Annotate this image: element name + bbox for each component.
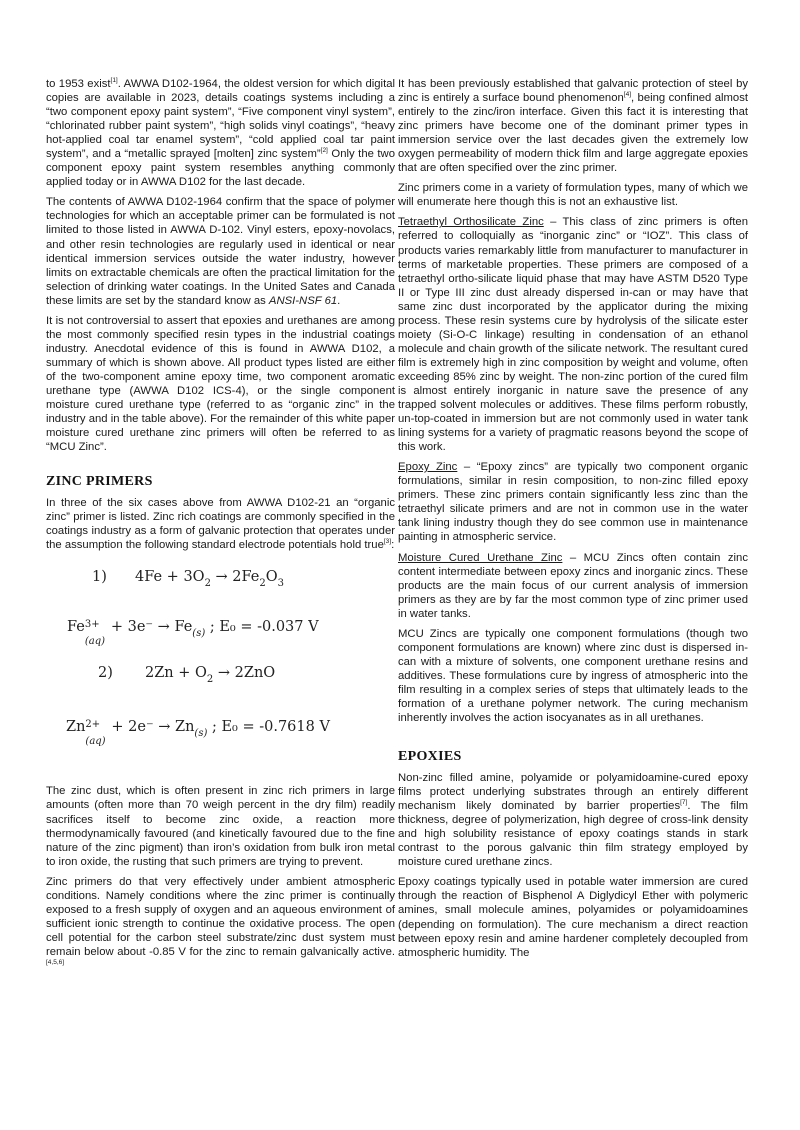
text-run: It has been previously established that galvanic protection of steel by zinc is entirely a surface bound phenomenon: [398, 78, 748, 105]
equation-body: $2Zn + O_2 \to 2ZnO$: [145, 665, 276, 686]
text-run: to 1953 exist: [46, 78, 111, 90]
section-heading-epoxies: EPOXIES: [398, 749, 462, 765]
text-run: .: [337, 294, 341, 307]
paragraph-epoxy-barrier: [398, 771, 748, 869]
right-column: [398, 77, 748, 966]
text-run: – This class of zinc primers is often referred to colloquially as “inorganic zinc” or “IOZ”. This class of products varies remarkably little from manufacturer to manufacturer in terms of marketable properties. These primers are composed of a tetraethyl ortho-silicate liquid phase that may have ASTM D520 Type II or Type III zinc dust already dispersed in-can or may have that same zinc dust incorporated by the applicator during the mixing process. These resin systems cure by hydrolysis of the silicate ester moiety (Si-O-C linkage) resulting in condensation of an ethanol molecule and chain growth of the silicate network. The resultant cured film is extremely high in zinc composition by weight and volume, often exceeding 85% zinc by weight. The non-zinc portion of the cured film is almost entirely inorganic in nature save the presence of any trapped solvent molecules or additives. These films perform robustly, un-top-coated in immersion but are not commonly used in water tank lining systems for a variety of pragmatic reasons beyond the scope of this work.: [398, 216, 748, 454]
section-heading-zinc-primers: ZINC PRIMERS: [46, 474, 153, 490]
text-run: – “Epoxy zincs” are typically two component organic formulations, similar in resin composition, to non-zinc filled epoxy primers. These zinc primers contain significantly less zinc than the tetraethyl silicate primers and are not in common use in the water tank lining industry though they do see common use in maintenance painting in atmospheric service.: [398, 461, 748, 544]
citation-ref: [2]: [320, 147, 328, 155]
text-run: . AWWA D102-1964, the oldest version for which digital copies are available in 2023, details coatings systems including a “two component epoxy paint system”, “Five component vinyl system”, “chlorinated rubber paint system”, “high solids vinyl coatings”, “heavy hot-applied coal tar enamel system”, “cold applied coal tar paint system”, and a “metallic sprayed [molten] zinc system”: [46, 78, 395, 161]
term-heading: Tetraethyl Orthosilicate Zinc: [398, 216, 544, 229]
paragraph-polymer-technologies: [46, 195, 395, 307]
equation-fe-potential: [46, 620, 395, 660]
paragraph-galvanic-protection: [398, 77, 748, 175]
text-run: . The film thickness, degree of polymerization, high degree of cross-link density and high solubility resistance of epoxy coatings stands in stark contrast to the porous galvanic thin film strategy employed by moisture cured urethane zincs.: [398, 800, 748, 869]
equation-number: 1): [92, 569, 107, 586]
text-run: In three of the six cases above from AWWA D102-21 an “organic zinc” primer is listed. Zinc rich coatings are commonly specified in the coatings industry as a form of galvanic protection that operates under the assumption the following standard electrode potentials hold true: [46, 497, 395, 552]
left-column: [46, 77, 395, 979]
text-run: :: [391, 539, 395, 552]
paragraph-formulation-types: Zinc primers come in a variety of formulation types, many of which we will enumerate here though this is not an exhaustive list.: [398, 182, 748, 209]
paragraph-organic-zinc: [46, 496, 395, 552]
equation-zn-potential: [46, 720, 395, 760]
text-run: – MCU Zincs often contain zinc content intermediate between epoxy zincs and inorganic zincs. These products are the main focus of our current analysis of immersion primers as they are by far the most common type of zinc primer used in water tanks.: [398, 551, 748, 620]
text-run: , being confined almost entirely to the zinc/iron interface. Given this fact it is interesting that zinc primers have become one of the dominant primer types in immersion service over the last decades given the extremely low oxygen permeability of modern thick film and large aggregate epoxies that are often specified over the zinc primer.: [398, 92, 748, 175]
equation-2: [46, 666, 395, 706]
equations-block: [46, 558, 395, 768]
equation-body: Fe 3+ (aq) + $3e^- \to Fe_{(s)}$ ; E₀ = -0.037 V: [67, 619, 319, 648]
text-run: The contents of AWWA D102-1964 confirm that the space of polymer technologies for which an acceptable primer can be formulated is not limited to those listed in AWWA D-102. Vinyl esters, epoxy-novolacs, and other resin technologies are regularly used in identical or near identical immersion services outside the water industry, however limits on extractable chemicals are often the practical limitation for the selection of drinking water coatings. In the United Sates and Canada these limits are set by the standard know as: [46, 196, 395, 307]
paragraph-aww-history: [46, 77, 395, 189]
paragraph-epoxy-zinc: [398, 460, 748, 544]
equation-1: [46, 570, 395, 610]
paragraph-epoxies-urethanes: It is not controversial to assert that epoxies and urethanes are among the most commonly specified resin types in the industrial coatings industry. Anecdotal evidence of this is found in AWWA D102, a summary of which is shown above. All product types listed are either of the two-component amine epoxy time, two component aromatic urethane type (AWWA D102 ICS-4), or the single component moisture cured urethane type (referred to as “organic zinc” in the industry and in the table above). For the remainder of this white paper moisture cured urethane zinc primers will often be referred to as “MCU Zinc”.: [46, 314, 395, 454]
paragraph-tetraethyl-zinc: [398, 215, 748, 454]
paragraph-epoxy-cure: Epoxy coatings typically used in potable water immersion are cured through the reaction of Bisphenol A Diglydicyl Ether with polymeric amines, small molecule amines, polyamides or polyamidoamines (depending on formulation). The cure mechanism a direct reaction between epoxy resin and amine hardener completely decoupled from atmospheric humidity. The: [398, 876, 748, 959]
term-heading: Epoxy Zinc: [398, 461, 458, 474]
paragraph-atmospheric: [46, 875, 395, 973]
paragraph-zinc-dust: The zinc dust, which is often present in zinc rich primers in large amounts (often more than 70 weigh percent in the dry film) readily sacrifices itself to become zinc oxide, a reaction more thermodynamically favoured (and kinetically favoured due to the fine nature of the zinc pigment) than iron’s oxidation from bulk iron metal to iron oxide, the rusting that such primers are trying to prevent.: [46, 785, 395, 868]
citation-ref: [3]: [383, 538, 392, 546]
term-heading: Moisture Cured Urethane Zinc: [398, 551, 563, 564]
citation-ref: [1]: [110, 77, 118, 84]
citation-ref: [4]: [623, 91, 632, 99]
paragraph-mcu-formulations: MCU Zincs are typically one component formulations (though two component formulations are known) where zinc dust is dispersed in-can with a mixture of solvents, one component urethane resins and additives. These formulations cure by ingress of atmospheric into the film resulting in a complex series of steps that ultimately leads to the formation of a urethane polymer network. The curing mechanism inherently involves the action isocyanates as in all urethanes.: [398, 627, 748, 725]
citation-ref: [4,5,6]: [46, 958, 65, 966]
equation-body: $4Fe + 3O_2 \to 2Fe_2O_3$: [135, 569, 285, 590]
paragraph-mcu-zinc: [398, 551, 748, 621]
text-run: Only the two component epoxy paint system resembles anything commonly applied today or in AWWA D102 for the last decade.: [46, 148, 395, 189]
equation-body: Zn 2+ (aq) + $2e^- \to Zn_{(s)}$ ; E₀ = -0.7618 V: [66, 719, 330, 748]
standard-name: ANSI-NSF 61: [268, 294, 338, 307]
text-run: Non-zinc filled amine, polyamide or polyamidoamine-cured epoxy films protect underlying substrates through an entirely different mechanism likely dominated by barrier properties: [398, 772, 748, 813]
text-run: Zinc primers do that very effectively under ambient atmospheric conditions. Namely conditions where the zinc primer is continually exposed to a fresh supply of oxygen and an aqueous environment of sufficient ionic strength to continue the oxidative process. The open cell potential for the carbon steel substrate/zinc dust system must remain below about -0.85 V for the zinc to remain galvanically active.: [46, 875, 395, 958]
equation-number: 2): [98, 665, 113, 682]
citation-ref: [7]: [680, 799, 688, 807]
